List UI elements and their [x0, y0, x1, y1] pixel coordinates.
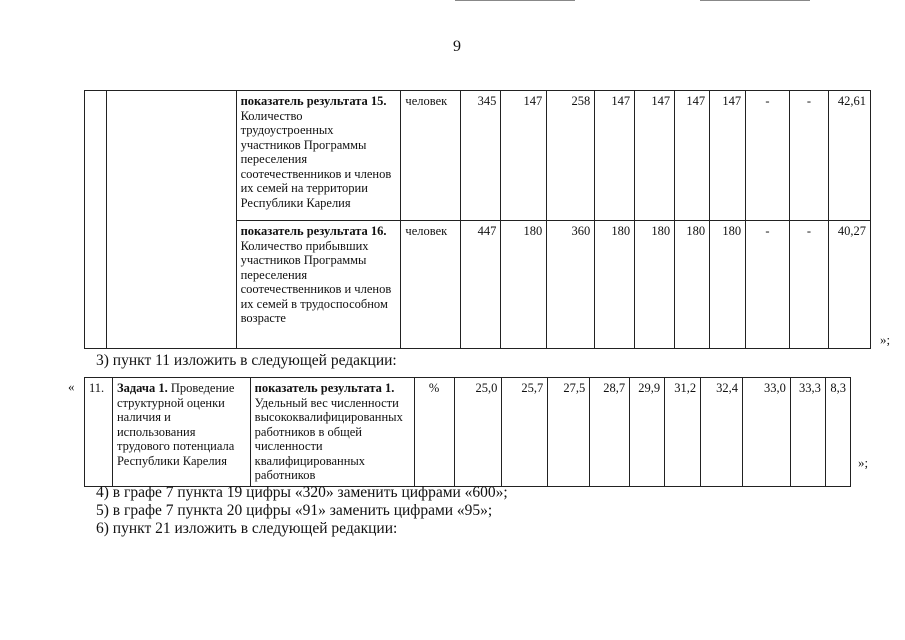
value-cell: 29,9: [630, 378, 665, 487]
paragraph-6: 6) пункт 21 изложить в следующей редакции:: [96, 520, 398, 537]
indicator-description: Количество прибывших участников Программы переселения соотечественников и членов их семей в трудоспособном возрасте: [240, 238, 392, 325]
task-table: [84, 377, 851, 487]
scan-edge-line: [700, 0, 810, 1]
value-cell: 147: [595, 91, 635, 221]
value-cell: 8,3: [825, 378, 850, 487]
value-cell: 27,5: [548, 378, 590, 487]
value-cell: 25,0: [454, 378, 502, 487]
indicator-description: Удельный вес численности высококвалифицированных работников в общей численности квалифицированных работников: [254, 395, 403, 482]
indicator-cell: [236, 221, 401, 349]
page-number: 9: [453, 38, 461, 55]
value-cell: 33,0: [743, 378, 791, 487]
indicator-description: Количество трудоустроенных участников Программы переселения соотечественников и членов их семей на территории Республики Карелия: [240, 108, 392, 210]
value-cell: -: [789, 91, 828, 221]
task-cell: [112, 378, 250, 487]
value-cell: 180: [710, 221, 746, 349]
value-cell: 180: [635, 221, 675, 349]
closing-quote-mark: »;: [858, 455, 869, 470]
value-cell: -: [746, 221, 790, 349]
value-cell: 180: [595, 221, 635, 349]
paragraph-4: 4) в графе 7 пункта 19 цифры «320» заменить цифрами «600»;: [96, 484, 508, 501]
unit-cell: %: [414, 378, 454, 487]
value-cell: 33,3: [790, 378, 825, 487]
row-number-cell: [85, 91, 107, 349]
value-cell: 345: [461, 91, 501, 221]
value-cell: 25,7: [502, 378, 548, 487]
task-cell: [106, 91, 236, 349]
paragraph-3: 3) пункт 11 изложить в следующей редакции:: [96, 352, 397, 369]
indicators-table-continued: [84, 90, 871, 349]
value-cell: 147: [635, 91, 675, 221]
indicator-cell: [236, 91, 401, 221]
indicator-title: показатель результата 15.: [240, 94, 387, 108]
value-cell: 360: [547, 221, 595, 349]
table-row: [85, 91, 871, 221]
value-cell: 180: [501, 221, 547, 349]
unit-cell: человек: [401, 221, 461, 349]
opening-quote-mark: «: [68, 379, 75, 394]
indicator-title: показатель результата 1.: [254, 381, 395, 395]
value-cell: 31,2: [665, 378, 701, 487]
scan-edge-line: [455, 0, 575, 1]
value-cell: 28,7: [590, 378, 630, 487]
value-cell: 258: [547, 91, 595, 221]
value-cell: 147: [710, 91, 746, 221]
value-cell: 147: [675, 91, 710, 221]
indicator-title: показатель результата 16.: [240, 224, 387, 238]
row-number-cell: 11.: [85, 378, 113, 487]
unit-cell: человек: [401, 91, 461, 221]
value-cell: 40,27: [828, 221, 870, 349]
task-text: Проведение структурной оценки наличия и использования трудового потенциала Республики Карелия: [116, 381, 235, 468]
value-cell: -: [789, 221, 828, 349]
value-cell: 447: [461, 221, 501, 349]
task-title: Задача 1.: [116, 381, 168, 395]
value-cell: 180: [675, 221, 710, 349]
value-cell: 42,61: [828, 91, 870, 221]
table-row: [85, 378, 851, 487]
value-cell: 32,4: [701, 378, 743, 487]
value-cell: -: [746, 91, 790, 221]
value-cell: 147: [501, 91, 547, 221]
closing-quote-mark: »;: [880, 332, 891, 347]
paragraph-5: 5) в графе 7 пункта 20 цифры «91» заменить цифрами «95»;: [96, 502, 493, 519]
indicator-cell: [250, 378, 414, 487]
